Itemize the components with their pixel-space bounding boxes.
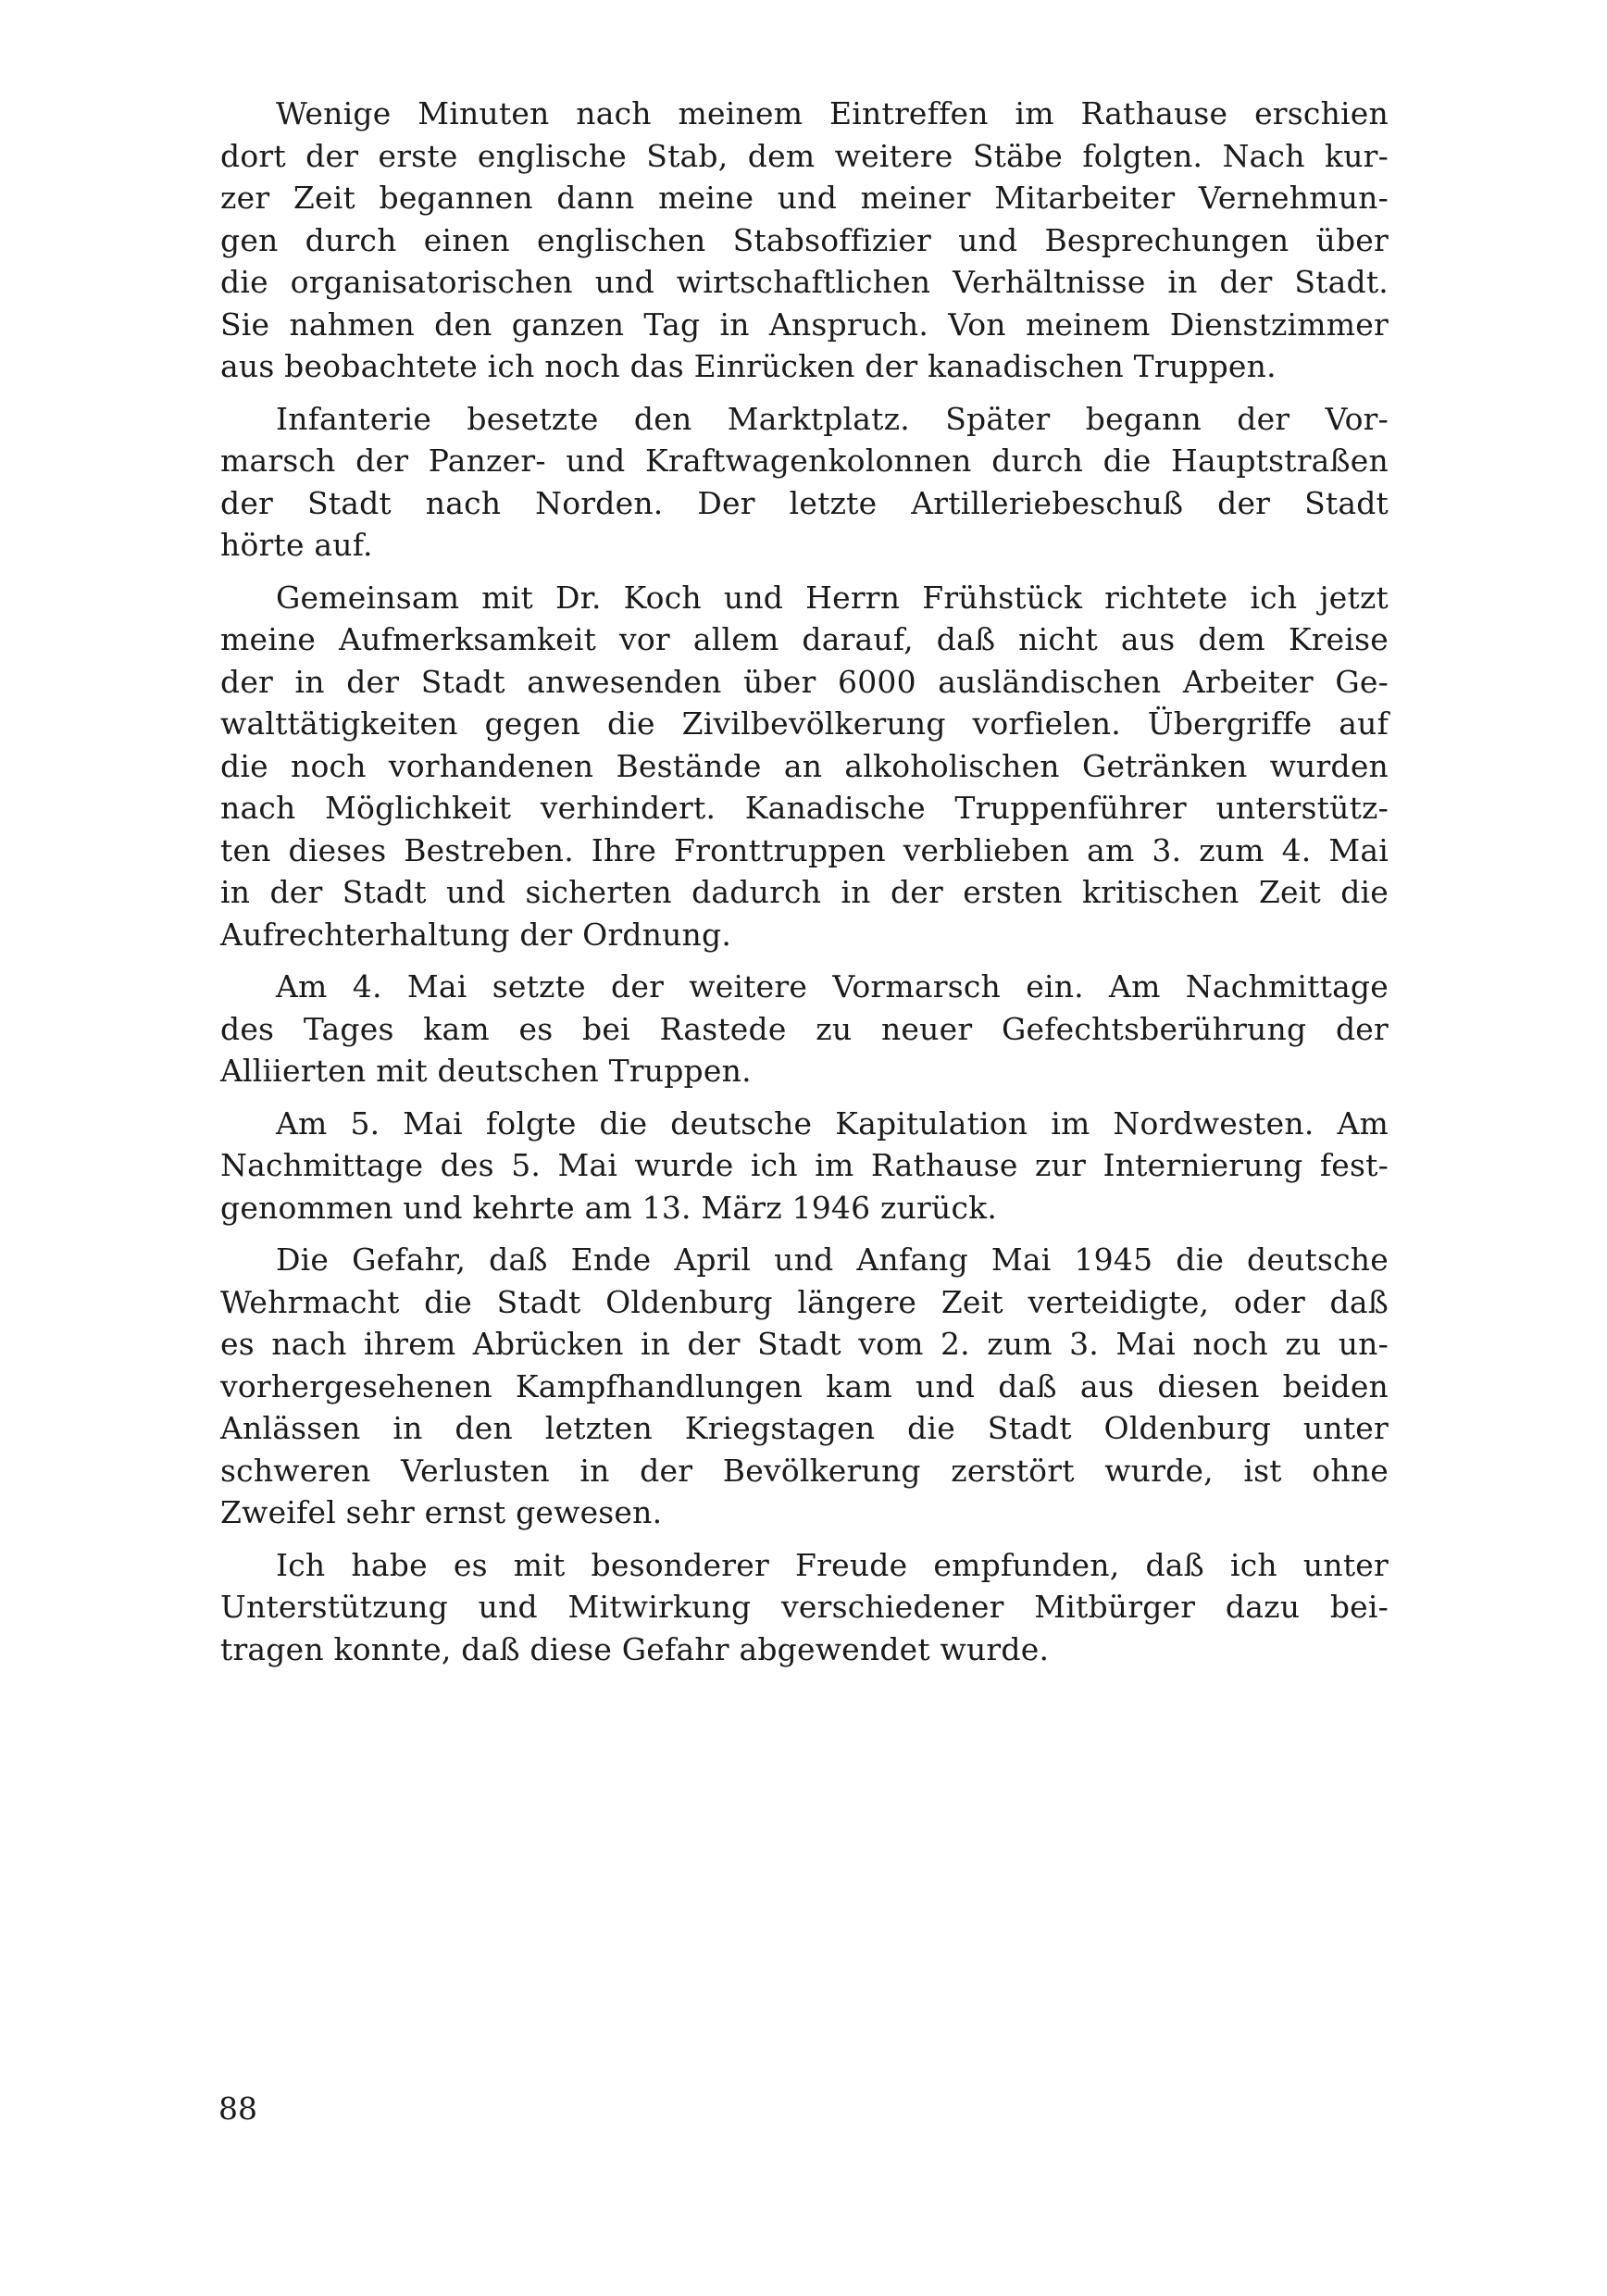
- text-line: Am 4. Mai setzte der weitere Vormarsch ein. Am Nachmittage: [276, 968, 1389, 1004]
- text-line: vorhergesehenen Kampfhandlungen kam und daß aus diesen beiden: [220, 1367, 1389, 1404]
- text-line: nach Möglichkeit verhindert. Kanadische Truppenführer unterstütz-: [220, 790, 1389, 826]
- text-line: des Tages kam es bei Rastede zu neuer Gefechtsberührung der: [220, 1010, 1389, 1047]
- text-line: Nachmittage des 5. Mai wurde ich im Rathause zur Internierung fest-: [220, 1147, 1389, 1183]
- text-line: Wehrmacht die Stadt Oldenburg längere Zeit verteidigte, oder daß: [220, 1283, 1389, 1320]
- paragraph-4: [220, 966, 1389, 1092]
- text-line: hörte auf.: [220, 527, 373, 563]
- text-line: Unterstützung und Mitwirkung verschiedener Mitbürger dazu bei-: [220, 1589, 1389, 1625]
- text-line: der in der Stadt anwesenden über 6000 ausländischen Arbeiter Ge-: [220, 663, 1389, 700]
- paragraph-7: [220, 1544, 1389, 1671]
- text-line: Aufrechterhaltung der Ordnung.: [220, 916, 732, 953]
- text-line: Ich habe es mit besonderer Freude empfunden, daß ich unter: [276, 1546, 1389, 1583]
- text-line: walttätigkeiten gegen die Zivilbevölkerung vorfielen. Übergriffe auf: [220, 705, 1389, 742]
- text-line: meine Aufmerksamkeit vor allem darauf, daß nicht aus dem Kreise: [220, 621, 1389, 657]
- text-line: tragen konnte, daß diese Gefahr abgewendet wurde.: [220, 1630, 1050, 1667]
- text-line: aus beobachtete ich noch das Einrücken der kanadischen Truppen.: [220, 348, 1277, 384]
- paragraph-6: [220, 1239, 1389, 1534]
- text-line: schweren Verlusten in der Bevölkerung zerstört wurde, ist ohne: [220, 1452, 1389, 1489]
- text-line: in der Stadt und sicherten dadurch in der ersten kritischen Zeit die: [220, 874, 1389, 910]
- text-line: ten dieses Bestreben. Ihre Fronttruppen verblieben am 3. zum 4. Mai: [220, 831, 1389, 868]
- text-line: gen durch einen englischen Stabsoffizier und Besprechungen über: [220, 221, 1389, 258]
- body-text: [220, 93, 1389, 1680]
- page-number: 88: [218, 2090, 257, 2127]
- paragraph-5: [220, 1103, 1389, 1229]
- text-line: der Stadt nach Norden. Der letzte Artilleriebeschuß der Stadt: [220, 484, 1389, 521]
- text-line: genommen und kehrte am 13. März 1946 zurück.: [220, 1189, 998, 1226]
- paragraph-2: [220, 398, 1389, 567]
- text-line: Wenige Minuten nach meinem Eintreffen im Rathause erschien: [276, 95, 1389, 131]
- text-line: Alliierten mit deutschen Truppen.: [220, 1053, 752, 1089]
- text-line: Zweifel sehr ernst gewesen.: [220, 1494, 663, 1530]
- text-line: Sie nahmen den ganzen Tag in Anspruch. Von meinem Dienstzimmer: [220, 306, 1389, 343]
- text-line: marsch der Panzer- und Kraftwagenkolonnen durch die Hauptstraßen: [220, 443, 1389, 479]
- text-line: Gemeinsam mit Dr. Koch und Herrn Frühstück richtete ich jetzt: [276, 579, 1389, 616]
- paragraph-1: [220, 93, 1389, 388]
- text-line: Am 5. Mai folgte die deutsche Kapitulation im Nordwesten. Am: [276, 1104, 1389, 1142]
- text-line: die noch vorhandenen Bestände an alkoholischen Getränken wurden: [220, 747, 1389, 784]
- text-line: es nach ihrem Abrücken in der Stadt vom 2. zum 3. Mai noch zu un-: [220, 1326, 1389, 1362]
- text-line: Infanterie besetzte den Marktplatz. Später begann der Vor-: [276, 400, 1389, 437]
- text-line: Die Gefahr, daß Ende April und Anfang Mai 1945 die deutsche: [276, 1242, 1389, 1278]
- text-line: die organisatorischen und wirtschaftlichen Verhältnisse in der Stadt.: [220, 264, 1389, 300]
- text-line: zer Zeit begannen dann meine und meiner Mitarbeiter Vernehmun-: [220, 180, 1389, 216]
- text-line: dort der erste englische Stab, dem weitere Stäbe folgten. Nach kur-: [220, 137, 1389, 174]
- paragraph-3: [220, 577, 1389, 956]
- text-line: Anlässen in den letzten Kriegstagen die Stadt Oldenburg unter: [220, 1410, 1389, 1446]
